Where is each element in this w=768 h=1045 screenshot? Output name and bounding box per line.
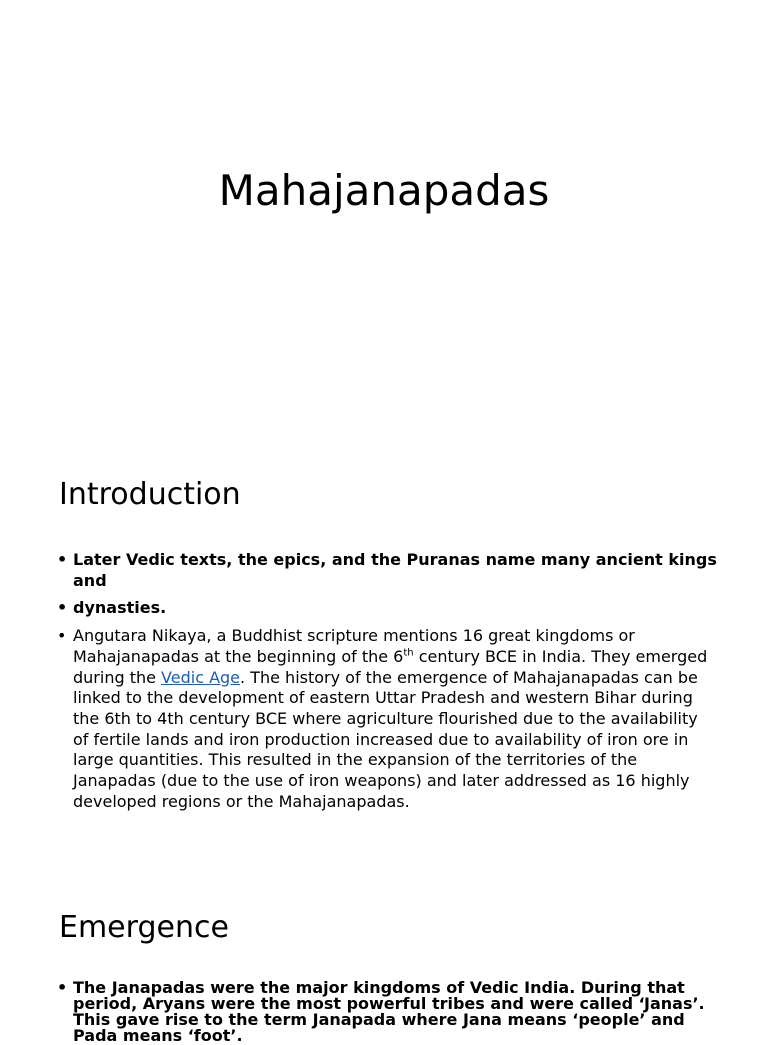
intro-bullet-3-text-c: . The history of the emergence of Mahajanapadas can be linked to the development of eastern Uttar Pradesh and western Bihar during the 6th to 4th century BCE where agriculture flourished due to the availability of fertile lands and iron production increased due to availability of iron ore in large quantities. This resulted in the expansion of the territories of the Janapadas (due to the use of iron weapons) and later addressed as 16 highly developed regions or the Mahajanapadas. (73, 667, 698, 811)
emergence-heading: Emergence (59, 910, 229, 945)
vedic-age-link[interactable]: Vedic Age (161, 667, 241, 687)
emergence-bullet-list (57, 980, 717, 1044)
introduction-bullet-list (57, 550, 717, 812)
intro-bullet-2: • dynasties. (57, 598, 717, 619)
slide-title: Mahajanapadas (218, 166, 550, 215)
intro-bullet-3-text-a: Angutara Nikaya, a Buddhist scripture mentions 16 great kingdoms or Mahajanapadas at the beginning of the 6 (73, 626, 635, 666)
intro-bullet-3 (57, 626, 717, 812)
intro-bullet-3-text-b: century BCE in India. They emerged during the (73, 646, 708, 687)
introduction-heading: Introduction (59, 477, 241, 512)
intro-bullet-1: • Later Vedic texts, the epics, and the Puranas name many ancient kings and (57, 550, 717, 591)
intro-bullet-3-superscript: th (403, 647, 414, 659)
emergence-bullet-1: • The Janapadas were the major kingdoms of Vedic India. During that period, Aryans were the most powerful tribes and were called ‘Janas’. This gave rise to the term Janapada where Jana means ‘people’ and Pada means ‘foot’. (57, 980, 717, 1044)
